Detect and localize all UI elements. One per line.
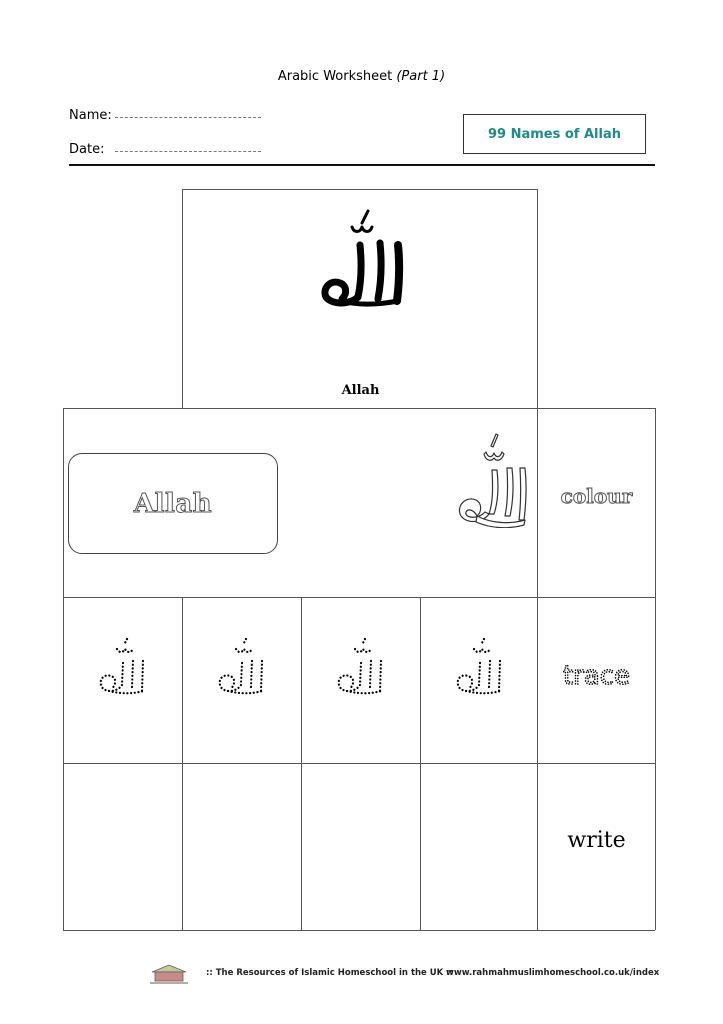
trace-glyph-2[interactable] [216,637,270,695]
colour-instruction: colour [560,484,633,508]
write-cell-3[interactable] [302,764,420,930]
arabic-allah-outline[interactable] [452,430,534,528]
date-label: Date: [69,142,105,157]
trace-glyph-4[interactable] [454,637,508,695]
worksheet-title [0,69,723,84]
outline-allah-text: Allah [133,488,213,519]
name-label: Name: [69,108,112,123]
write-cell-4[interactable] [421,764,537,930]
write-cell-2[interactable] [183,764,301,930]
date-field-line[interactable] [115,151,261,152]
header-rule [69,164,655,166]
title-part: (Part 1) [396,69,446,84]
topic-box: 99 Names of Allah [463,114,646,154]
homeschool-logo-icon [148,962,190,984]
name-transliteration: Allah [341,383,380,398]
trace-instruction-text: trace [562,661,631,691]
arabic-allah-calligraphy [302,205,422,315]
name-field-line[interactable] [115,117,261,118]
footer-url[interactable]: www.rahmahmuslimhomeschool.co.uk/index [446,968,660,978]
footer-site-name: :: The Resources of Islamic Homeschool in the UK :: [206,968,454,978]
trace-instruction [538,657,655,693]
title-main: Arabic Worksheet [277,69,397,84]
trace-glyph-3[interactable] [335,637,389,695]
write-instruction: write [567,828,626,853]
colour-name-box [68,453,278,554]
write-cell-1[interactable] [64,764,182,930]
trace-glyph-1[interactable] [97,637,151,695]
